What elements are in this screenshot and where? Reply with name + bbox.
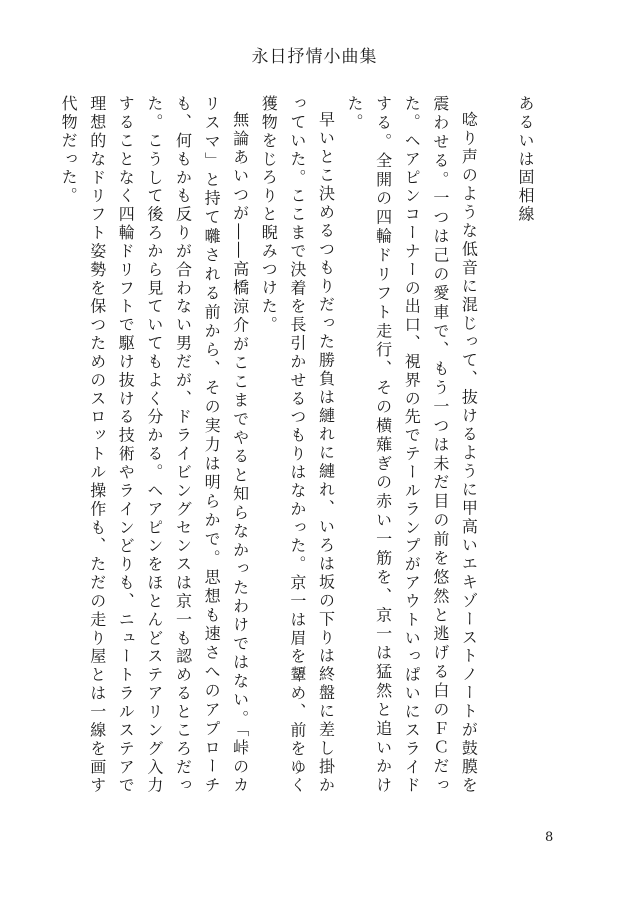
page-number: 8 — [545, 830, 554, 845]
running-header: 永日抒情小曲集 — [251, 47, 378, 67]
paragraph-1: 唸り声のような低音に混じって、抜けるように甲高いエキゾーストノートが鼓膜を震わせる。一つは己の愛車で、もう一つは未だ目の前を悠然と逃げる白のＦＣだった。ヘアピンコーナーの出口、視界の先でテールランプがアウトいっぱいにスライドする。全開の四輪ドリフト走行、その横薙ぎの赤い一筋を、京一は猛然と追いかけた。 — [345, 95, 479, 795]
paragraph-2: 早いとこ決めるつもりだった勝負は縺れに縺れ、いろは坂の下りは終盤に差し掛かっていた。ここまで決着を長引かせるつもりはなかった。京一は眉を顰め、前をゆく獲物をじろりと睨みつけた。 — [259, 95, 336, 795]
vertical-text-block — [54, 95, 540, 795]
chapter-title: あるいは固相線 — [516, 95, 535, 224]
paragraph-3: 無論あいつが――高橋涼介がここまでやると知らなかったわけではない。「峠のカリスマ」と持て囃される前から、その実力は明らかで。思想も速さへのアプローチも、何もかも反りが合わない男だが、ドライビングセンスは京一も認めるところだった。こうして後ろから見ていてもよく分かる。ヘアピンをほとんどステアリング入力することなく四輪ドリフトで駆け抜ける技術やラインどりも、ニュートラルステアで理想的なドリフト姿勢を保つためのスロットル操作も、ただの走り屋とは一線を画す代物だった。 — [59, 95, 250, 795]
